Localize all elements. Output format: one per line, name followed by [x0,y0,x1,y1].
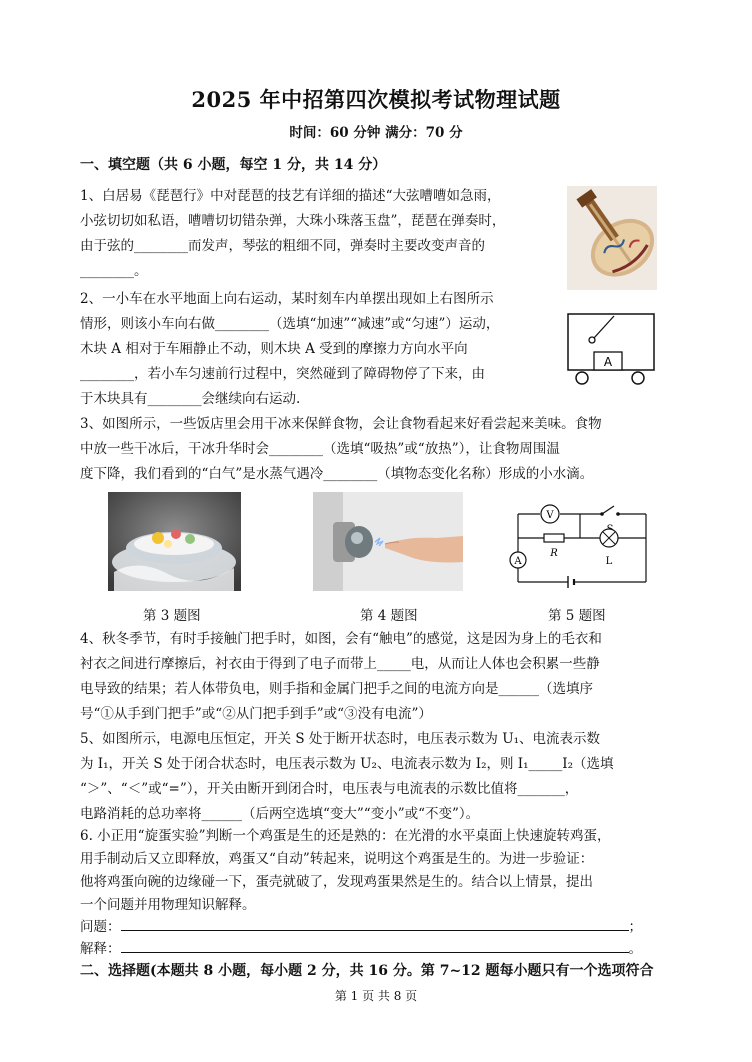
lamp-label: L [605,556,613,567]
q5-line-1: 5、如图所示，电源电压恒定，开关 S 处于断开状态时，电压表示数为 U₁、电流表示数 [80,731,600,747]
q2-line-5: 于木块具有________会继续向右运动. [80,391,301,407]
q6-explain-row [80,938,642,959]
page-title: 2025 年中招第四次模拟考试物理试题 [191,87,561,112]
q5-line-3: “＞”、“＜”或“=”），开关由断开到闭合时，电压表与电流表的示数比值将_______， [80,781,579,797]
voltmeter-label: V [546,510,554,521]
q2-line-1: 2、一小车在水平地面上向右运动，某时刻车内单摆出现如上右图所示 [80,291,494,307]
explain-label: 解释： [80,941,121,957]
q6-question-row [80,916,642,937]
q5-line-2: 为 I₁，开关 S 处于闭合状态时，电压表示数为 U₂、电流表示数为 I₂，则 I₁_____I₂（选填 [80,756,614,772]
question-label: 问题： [80,919,121,935]
pendulum-string [594,316,614,338]
cart-pendulum-diagram [562,308,662,388]
q1-line-1: 1、白居易《琵琶行》中对琵琶的技艺有详细的描述“大弦嘈嘈如急雨， [80,188,501,204]
explain-end: 。 [628,941,642,957]
q3-line-3: 度下降，我们看到的“白气”是水蒸气遇冷________（填物态变化名称）形成的小水滴。 [80,466,594,482]
q1-line-3: 由于弦的________而发声，琴弦的粗细不同，弹奏时主要改变声音的 [80,238,485,254]
explain-answer-field[interactable] [121,938,629,953]
q2-line-2: 情形，则该小车向右做________（选填“加速”“减速”或“匀速”）运动， [80,316,500,332]
q1-line-2: 小弦切切如私语，嘈嘈切切错杂弹，大珠小珠落玉盘”，琵琶在弹奏时， [80,213,506,229]
wheel-right [632,372,644,384]
resistor-label: R [550,548,558,559]
q6-line-3: 他将鸡蛋向碗的边缘碰一下，蛋壳就破了，发现鸡蛋果然是生的。结合以上情景，提出 [80,874,593,890]
question-end: ； [628,919,642,935]
exam-info: 时间：60 分钟 满分：70 分 [289,125,463,141]
wheel-left [576,372,588,384]
q6-line-4: 一个问题并用物理知识解释。 [80,897,256,913]
figure-4-caption: 第 4 题图 [360,608,418,624]
pipa-image [567,186,657,290]
door-knob-image [313,492,463,591]
question-answer-field[interactable] [121,916,629,931]
switch-blade [602,506,614,514]
q3-line-1: 3、如图所示，一些饭店里会用干冰来保鲜食物，会让食物看起来好看尝起来美味。食物 [80,416,602,432]
section-heading-multiple-choice: 二、选择题(本题共 8 小题，每小题 2 分，共 16 分。第 7~12 题每小题只有一个选项符合 [80,963,654,979]
q4-line-3: 电导致的结果；若人体带负电，则手指和金属门把手之间的电流方向是______（选填序 [80,681,593,697]
q6-line-1: 6. 小正用“旋蛋实验”判断一个鸡蛋是生的还是熟的：在光滑的水平桌面上快速旋转鸡蛋， [80,828,611,844]
q4-line-1: 4、秋冬季节，有时手接触门把手时，如图，会有“触电”的感觉，这是因为身上的毛衣和 [80,631,602,647]
block-a-label: A [603,355,613,369]
circuit-diagram [506,494,656,594]
figure-5-caption: 第 5 题图 [548,608,606,624]
figure-3-caption: 第 3 题图 [143,608,201,624]
q1-line-4: ________。 [80,263,148,279]
q4-line-2: 衬衣之间进行摩擦后，衬衣由于得到了电子而带上_____电，从而让人体也会积累一些静 [80,656,600,672]
section-heading-fill-in: 一、填空题（共 6 小题，每空 1 分，共 14 分） [80,157,387,173]
page-footer: 第 1 页 共 8 页 [334,989,418,1003]
q5-line-4: 电路消耗的总功率将______（后两空选填“变大”“变小”或“不变”）。 [80,806,480,822]
q4-line-4: 号“①从手到门把手”或“②从门把手到手”或“③没有电流”） [80,706,432,722]
q2-line-3: 木块 A 相对于车厢静止不动，则木块 A 受到的摩擦力方向水平向 [80,341,468,357]
pendulum-bob [589,337,595,343]
ammeter-label: A [514,556,522,567]
resistor-icon [544,534,564,542]
q6-line-2: 用手制动后又立即释放，鸡蛋又“自动”转起来，说明这个鸡蛋是生的。为进一步验证： [80,851,594,867]
dry-ice-food-image [108,492,241,591]
q3-line-2: 中放一些干冰后，干冰升华时会________（选填“吸热”或“放热”），让食物周围温 [80,441,560,457]
q2-line-4: ________，若小车匀速前行过程中，突然碰到了障碍物停了下来，由 [80,366,485,382]
